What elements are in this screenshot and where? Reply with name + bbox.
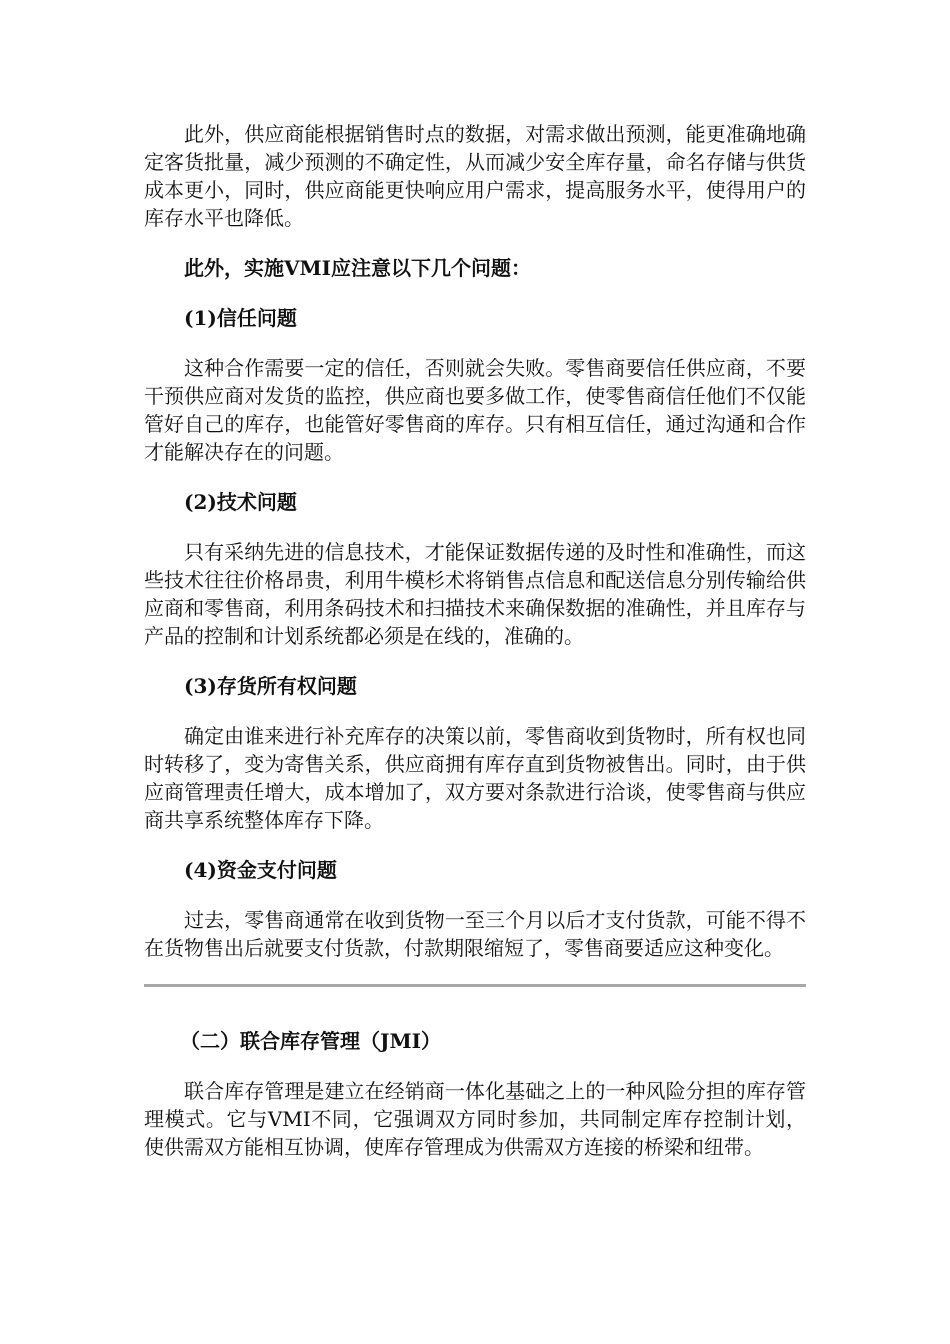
document-body [144,120,806,1183]
paragraph-trust: 这种合作需要一定的信任，否则就会失败。零售商要信任供应商，不要干预供应商对发货的监控，供应商也要多做工作，使零售商信任他们不仅能管好自己的库存，也能管好零售商的库存。只有相互信任，通过沟通和合作才能解决存在的问题。 [144,356,806,464]
paragraph-technology: 只有采纳先进的信息技术，才能保证数据传递的及时性和准确性，而这些技术往往价格昂贵，利用牛模杉术将销售点信息和配送信息分别传输给供应商和零售商，利用条码技术和扫描技术来确保数据的准确性，并且库存与产品的控制和计划系统都必须是在线的，准确的。 [144,540,806,648]
paragraph-payment: 过去，零售商通常在收到货物一至三个月以后才支付货款，可能不得不在货物售出后就要支付货款，付款期限缩短了，零售商要适应这种变化。 [144,908,806,960]
section-divider [144,984,806,987]
heading-vmi-issues: 此外，实施VMI应注意以下几个问题： [184,256,532,280]
heading-payment-issue: (4)资金支付问题 [184,858,337,882]
section-title-jmi: （二）联合库存管理（JMI） [180,1029,441,1053]
paragraph-vmi-benefits: 此外，供应商能根据销售时点的数据，对需求做出预测，能更准确地确定客货批量，减少预测的不确定性，从而减少安全库存量，命名存储与供货成本更小，同时，供应商能更快响应用户需求，提高服务水平，使得用户的库存水平也降低。 [144,122,806,230]
heading-ownership-issue: (3)存货所有权问题 [184,674,357,698]
paragraph-jmi: 联合库存管理是建立在经销商一体化基础之上的一种风险分担的库存管理模式。它与VMI不同，它强调双方同时参加，共同制定库存控制计划，使供需双方能相互协调，使库存管理成为供需双方连接的桥梁和纽带。 [144,1079,806,1159]
heading-technology-issue: (2)技术问题 [184,490,297,514]
paragraph-ownership: 确定由谁来进行补充库存的决策以前，零售商收到货物时，所有权也同时转移了，变为寄售关系，供应商拥有库存直到货物被售出。同时，由于供应商管理责任增大，成本增加了，双方要对条款进行洽谈，使零售商与供应商共享系统整体库存下降。 [144,724,806,832]
heading-trust-issue: (1)信任问题 [184,306,297,330]
